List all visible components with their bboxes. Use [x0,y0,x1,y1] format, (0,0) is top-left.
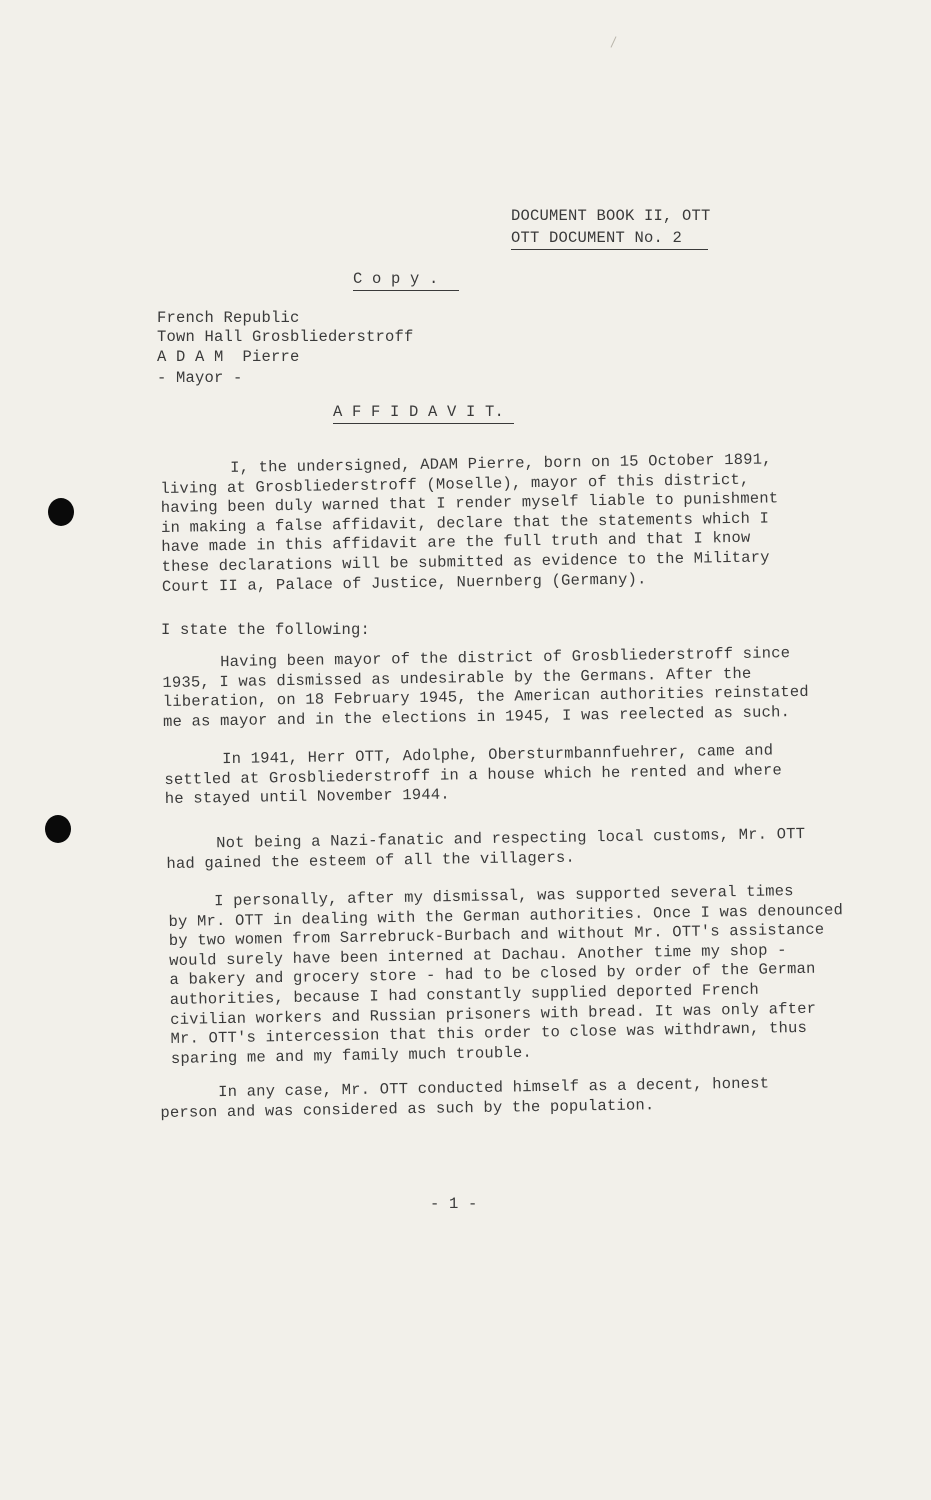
paragraph-1: Having been mayor of the district of Grosbliederstroff since 1935, I was dismissed as undesirable by the Germans. After the liberation, on 18 February 1945, the American authorities reinstated me as mayor and in the elections in 1945, I was reelected as such. [162,644,809,731]
paragraph-4: I personally, after my dismissal, was supported several times by Mr. OTT in dealing with the German authorities. Once I was denounced by two women from Sarrebruck-Burbach and without Mr. OTT's assistance would surely have been interned at Dachau. Another time my shop - a bakery and grocery store - had to be closed by order of the German authorities, because I had constantly supplied deported French civilian workers and Russian prisoners with bread. It was only after Mr. OTT's intercession that this order to close was withdrawn, thus sparing me and my family much trouble. [168,882,844,1068]
intro-paragraph: I, the undersigned, ADAM Pierre, born on 15 October 1891, living at Grosbliederstroff (Moselle), mayor of this district, having been duly warned that I render myself liable to punishment in making a false affidavit, declare that the statements which I have made in this affidavit are the full truth and that I know these declarations will be submitted as evidence to the Military Court II a, Palace of Justice, Nuernberg (Germany). [160,450,779,596]
paragraph-2: In 1941, Herr OTT, Adolphe, Obersturmbannfuehrer, came and settled at Grosbliederstroff in a house which he rented and where he stayed until November 1944. [164,741,783,809]
sender-line-1: French Republic [157,309,300,327]
paragraph-3: Not being a Nazi-fanatic and respecting local customs, Mr. OTT had gained the esteem of all the villagers. [166,824,806,873]
doc-book-label: DOCUMENT BOOK II, OTT [511,207,711,225]
sender-line-4: - Mayor - [157,369,243,387]
punch-hole-top [48,498,74,526]
doc-number-label: OTT DOCUMENT No. 2 [511,229,708,250]
sender-line-2: Town Hall Grosbliederstroff [157,328,414,346]
sender-line-3: A D A M Pierre [157,348,300,366]
page-number: - 1 - [430,1195,478,1213]
pencil-mark [611,36,617,47]
statement-heading: I state the following: [161,621,371,639]
copy-label: C o p y . [353,270,459,291]
paragraph-5: In any case, Mr. OTT conducted himself as a decent, honest person and was considered as such by the population. [160,1074,770,1122]
punch-hole-bottom [45,815,71,843]
document-title: A F F I D A V I T. [333,403,514,424]
